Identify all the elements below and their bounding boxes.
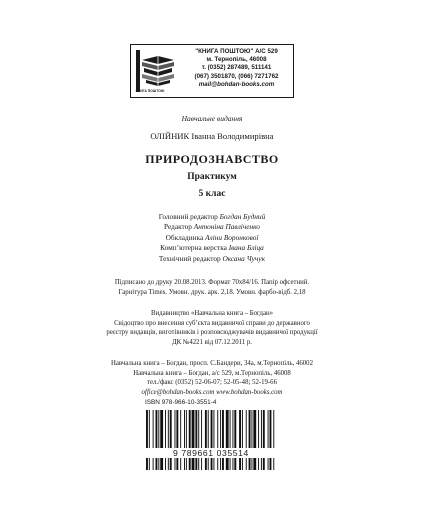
print-line: Підписано до друку 20.08.2013. Формат 70х84/16. Папір офсетний. [114,279,310,286]
credit-line [0,254,424,264]
publisher-line: реєстру видавців, виготівників і розповсюджувачів видавничої продукції [106,329,318,337]
credit-role: Обкладинка [165,232,204,242]
barcode-bar [146,410,148,470]
barcode-bar [263,410,265,470]
stamp-email: mail@bohdan-books.com [198,80,275,88]
credit-role: Комп’ютерна верстка [160,243,227,253]
grade-label: 5 клас [198,189,226,199]
barcode-bar [213,410,214,470]
barcode-bar [168,410,169,470]
barcode-bar [242,410,243,470]
barcode-bar [239,410,241,470]
stamp-line: т. (0352) 287489, 511141 [201,64,272,72]
isbn-text: ISBN 978-966-10-3551-4 [145,399,217,406]
barcode-bar [268,410,269,470]
mail-order-stamp [130,44,294,98]
barcode-bar [176,410,178,470]
credit-line [0,243,424,253]
stamp-line: (067) 3501870, (066) 7271762 [194,72,279,80]
credit-role: Головний редактор [158,212,218,221]
barcode-bar [160,410,163,470]
barcode-bar [211,410,213,470]
address-line: Навчальна книга – Богдан, а/с 529, м.Тернопіль, 46008 [133,369,291,377]
publisher-info [0,309,424,347]
print-info [0,278,424,297]
barcode-bar [149,410,150,470]
barcode-bar [170,410,172,470]
barcode-bar [234,410,236,470]
barcode-bar [220,410,221,470]
stamp-text [183,48,290,89]
barcode-bar [253,410,256,470]
credit-person: Аліни Воронкової [205,232,259,242]
barcode-bar [184,410,185,470]
publisher-line: Видавництво «Навчальна книга – Богдан» [150,310,274,317]
publisher-line: Свідоцтво про внесення суб’єкта видавничої справи до державного [114,319,310,327]
credit-person: Іванa Бліцa [228,243,264,253]
barcode-bar [273,410,274,470]
credit-line [0,222,424,232]
stamp-logo-text: КНИГА ПОШТОЮ [135,89,165,93]
credit-line [0,233,424,243]
publisher-line: ДК №4221 від 07.12.2011 р. [171,338,253,346]
barcode-bar [201,410,202,470]
barcode-bar [156,410,158,470]
barcode-icon [144,410,276,470]
credit-role: Технічний редактор [158,253,221,263]
credit-line [0,212,424,222]
print-line: Гарнітура Times. Умовн. друк. арк. 2,18. Умовн. фарбо-відб. 2,18 [118,288,306,296]
barcode-bar [158,410,159,470]
barcode-bar [198,410,199,470]
publisher-address [0,359,424,397]
barcode-bar [249,410,251,470]
barcode-bar [180,410,181,470]
barcode-bar [230,410,231,470]
credit-person: Богдан Будний [219,212,266,221]
barcode-bar [226,410,229,470]
barcode-bar [192,410,195,470]
barcode-bar [186,410,187,470]
stamp-line: м. Тернопіль, 46008 [206,56,267,64]
barcode-bar [165,410,166,470]
barcode-bar [261,410,262,470]
barcode-number: 9 789661 035514 [144,448,278,458]
barcode-bar [175,410,176,470]
barcode-bar [222,410,224,470]
stamp-line: "КНИГА ПОШТОЮ" А/С 529 [195,48,278,55]
books-logo-icon [134,48,180,94]
credit-person: Оксана Чучук [222,253,266,263]
barcode-bar [205,410,207,470]
address-line: Навчальна книга – Богдан, просп. С.Бандери, 34а, м.Тернопіль, 46002 [111,360,313,367]
phone-line: тел./факс (0352) 52-06-07; 52-05-48; 52-19-66 [147,379,277,387]
barcode-bar [251,410,252,470]
book-title: ПРИРОДОЗНАВСТВО [145,152,279,166]
credits-block [0,212,424,264]
credit-role: Редактор [164,222,192,232]
barcode-bar [258,410,259,470]
series-label: Навчальне видання [181,114,243,123]
barcode-bar [195,410,197,470]
barcode-bar [189,410,191,470]
barcode-bar [208,410,209,470]
web-line: office@bohdan-books.com www.bohdan-books.com [141,388,283,396]
credit-person: Антоніна Павліченко [193,222,260,232]
barcode-bar [217,410,218,470]
barcode-bar [246,410,247,470]
barcode-bar [270,410,272,470]
barcode-bar [153,410,154,470]
barcode-bar [232,410,233,470]
book-subtitle: Практикум [187,172,237,182]
author-name: ОЛІЙНИК Іванна Володимирівна [150,131,274,141]
